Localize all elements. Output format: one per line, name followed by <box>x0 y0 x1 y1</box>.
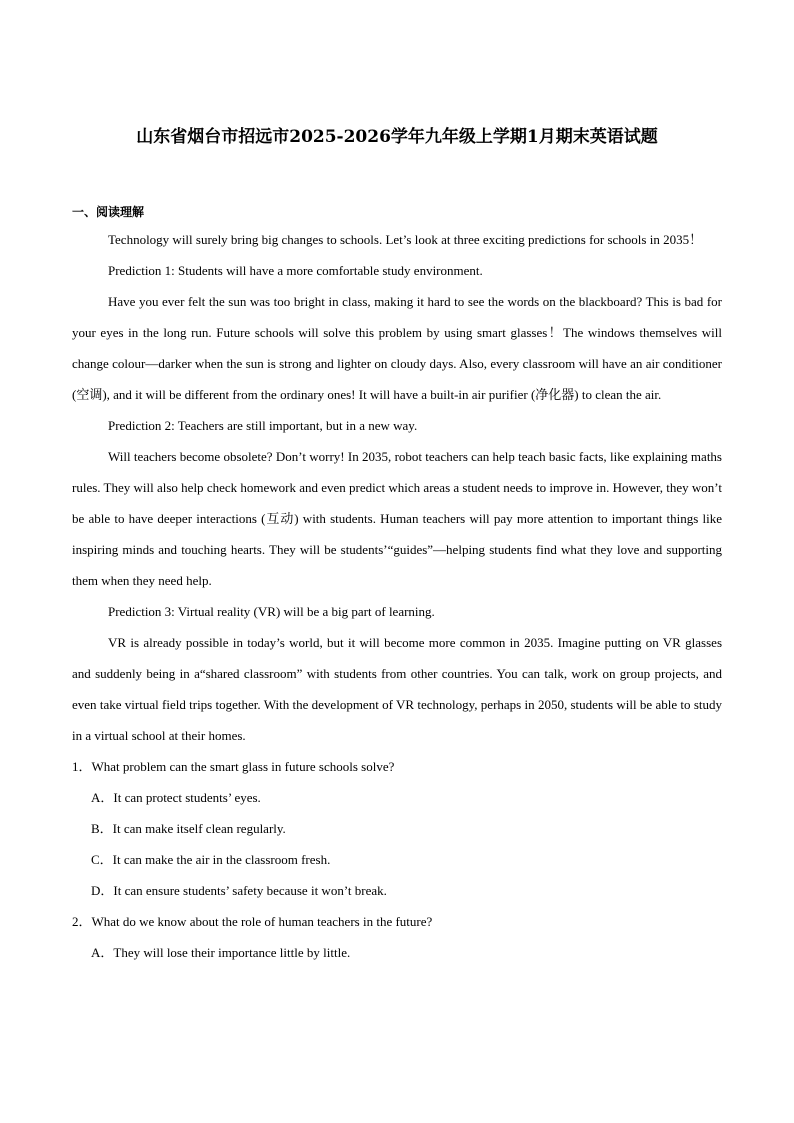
question-stem: 1．What problem can the smart glass in future schools solve? <box>72 759 395 774</box>
intro-paragraph: Technology will surely bring big changes to schools. Let’s look at three exciting predictions for schools in 2035！ <box>108 232 703 247</box>
prediction-3-heading: Prediction 3: Virtual reality (VR) will be a big part of learning. <box>108 604 435 619</box>
prediction-2-heading: Prediction 2: Teachers are still important, but in a new way. <box>108 418 418 433</box>
section-heading: 一、阅读理解 <box>72 205 145 219</box>
prediction-2-body: Will teachers become obsolete? Don’t worry! In 2035, robot teachers can help teach basic facts, like explaining maths rules. They will also help check homework and even predict which areas a student needs to improve in. However, they won’t be able to have deeper interactions (互动) with students. Human teachers will pay more attention to important things like inspiring minds and touching hearts. They will be students’“guides”—helping students find what they love and supporting them when they need help. <box>72 449 722 588</box>
option-d: D．It can ensure students’ safety because it won’t break. <box>91 883 387 898</box>
page-title: 山东省烟台市招远市2025-2026学年九年级上学期1月期末英语试题 <box>136 127 658 147</box>
prediction-3-body: VR is already possible in today’s world, but it will become more common in 2035. Imagine putting on VR glasses and suddenly being in a“shared classroom” with students from other countries. You can talk, work on group projects, and even take virtual field trips together. With the development of VR technology, perhaps in 2050, students will be able to study in a virtual school at their homes. <box>72 635 722 743</box>
prediction-1-heading: Prediction 1: Students will have a more comfortable study environment. <box>108 263 483 278</box>
prediction-1-body: Have you ever felt the sun was too bright in class, making it hard to see the words on the blackboard? This is bad for your eyes in the long run. Future schools will solve this problem by using smart glasses！The windows themselves will change colour—darker when the sun is strong and lighter on cloudy days. Also, every classroom will have an air conditioner (空调), and it will be different from the ordinary ones! It will have a built-in air purifier (净化器) to clean the air. <box>72 294 722 402</box>
option-c: C．It can make the air in the classroom fresh. <box>91 852 331 867</box>
option-a: A．It can protect students’ eyes. <box>91 790 261 805</box>
reading-section <box>72 200 722 968</box>
option-b: B．It can make itself clean regularly. <box>91 821 286 836</box>
question-1 <box>72 751 722 906</box>
question-stem: 2．What do we know about the role of human teachers in the future? <box>72 914 433 929</box>
option-a: A．They will lose their importance little by little. <box>91 945 351 960</box>
question-2 <box>72 906 722 968</box>
